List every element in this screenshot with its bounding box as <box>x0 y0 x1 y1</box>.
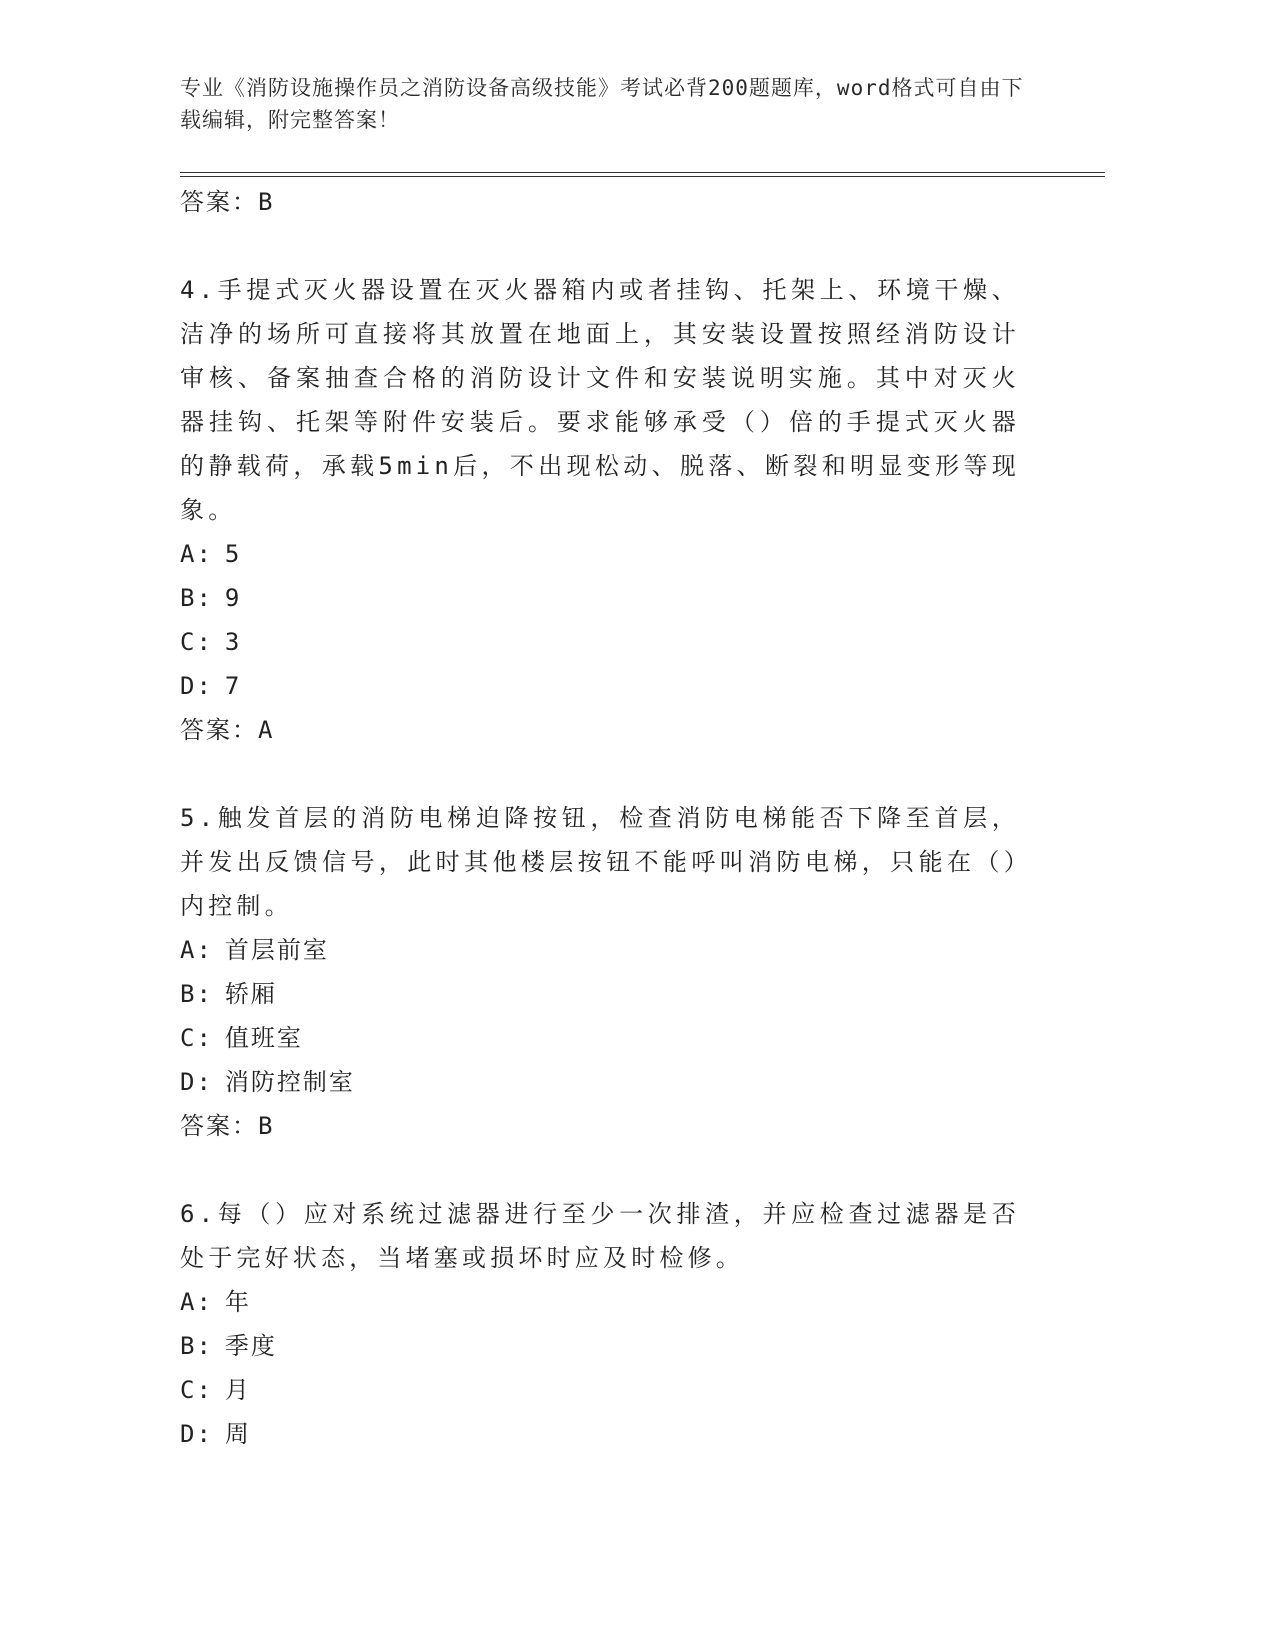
option-label: B: <box>180 1332 213 1360</box>
option-text: 3 <box>224 628 242 656</box>
option-b-5 <box>180 972 1020 1016</box>
question-text-4: 4.手提式灭火器设置在灭火器箱内或者挂钩、托架上、环境干燥、洁净的场所可直接将其放置在地面上，其安装设置按照经消防设计审核、备案抽查合格的消防设计文件和安装说明实施。其中对灭火器挂钩、托架等附件安装后。要求能够承受（）倍的手提式灭火器的静载荷，承载5min后，不出现松动、脱落、断裂和明显变形等现象。 <box>180 276 1020 524</box>
option-c-5 <box>180 1016 1020 1060</box>
header-divider-top <box>180 172 1105 173</box>
option-label: C: <box>180 628 213 656</box>
option-d-6 <box>180 1412 1020 1456</box>
option-label: B: <box>180 584 213 612</box>
option-text: 年 <box>224 1288 251 1316</box>
option-text: 季度 <box>224 1332 277 1360</box>
option-text: 消防控制室 <box>224 1068 355 1096</box>
option-a-4 <box>180 532 1020 576</box>
option-text: 7 <box>224 672 242 700</box>
answer-4: 答案：A <box>180 716 275 744</box>
option-text: 首层前室 <box>224 936 329 964</box>
option-text: 5 <box>224 540 242 568</box>
question-block-4 <box>180 268 1020 752</box>
option-label: C: <box>180 1376 213 1404</box>
option-text: 周 <box>224 1420 251 1448</box>
option-text: 值班室 <box>224 1024 303 1052</box>
question-block-6 <box>180 1192 1020 1456</box>
option-label: A: <box>180 1288 213 1316</box>
option-b-4 <box>180 576 1020 620</box>
option-label: A: <box>180 936 213 964</box>
document-body <box>180 180 1020 1456</box>
option-label: D: <box>180 672 213 700</box>
option-c-4 <box>180 620 1020 664</box>
option-b-6 <box>180 1324 1020 1368</box>
spacer <box>180 1148 1020 1192</box>
option-a-5 <box>180 928 1020 972</box>
spacer <box>180 752 1020 796</box>
option-label: D: <box>180 1068 213 1096</box>
option-c-6 <box>180 1368 1020 1412</box>
option-text: 轿厢 <box>224 980 277 1008</box>
question-text-6: 6.每（）应对系统过滤器进行至少一次排渣，并应检查过滤器是否处于完好状态，当堵塞或损坏时应及时检修。 <box>180 1200 1020 1272</box>
option-text: 月 <box>224 1376 251 1404</box>
spacer <box>180 224 1020 268</box>
page-header <box>180 72 1040 136</box>
option-d-5 <box>180 1060 1020 1104</box>
answer-5: 答案：B <box>180 1112 275 1140</box>
option-label: C: <box>180 1024 213 1052</box>
option-label: A: <box>180 540 213 568</box>
option-d-4 <box>180 664 1020 708</box>
option-a-6 <box>180 1280 1020 1324</box>
option-label: D: <box>180 1420 213 1448</box>
header-text: 专业《消防设施操作员之消防设备高级技能》考试必背200题题库，word格式可自由下载编辑，附完整答案！ <box>180 76 1024 132</box>
header-divider-bottom <box>180 176 1105 177</box>
option-text: 9 <box>224 584 242 612</box>
question-block-5 <box>180 796 1020 1148</box>
option-label: B: <box>180 980 213 1008</box>
question-text-5: 5.触发首层的消防电梯迫降按钮，检查消防电梯能否下降至首层，并发出反馈信号，此时其他楼层按钮不能呼叫消防电梯，只能在（）内控制。 <box>180 804 1020 920</box>
answer-previous: 答案：B <box>180 188 275 216</box>
